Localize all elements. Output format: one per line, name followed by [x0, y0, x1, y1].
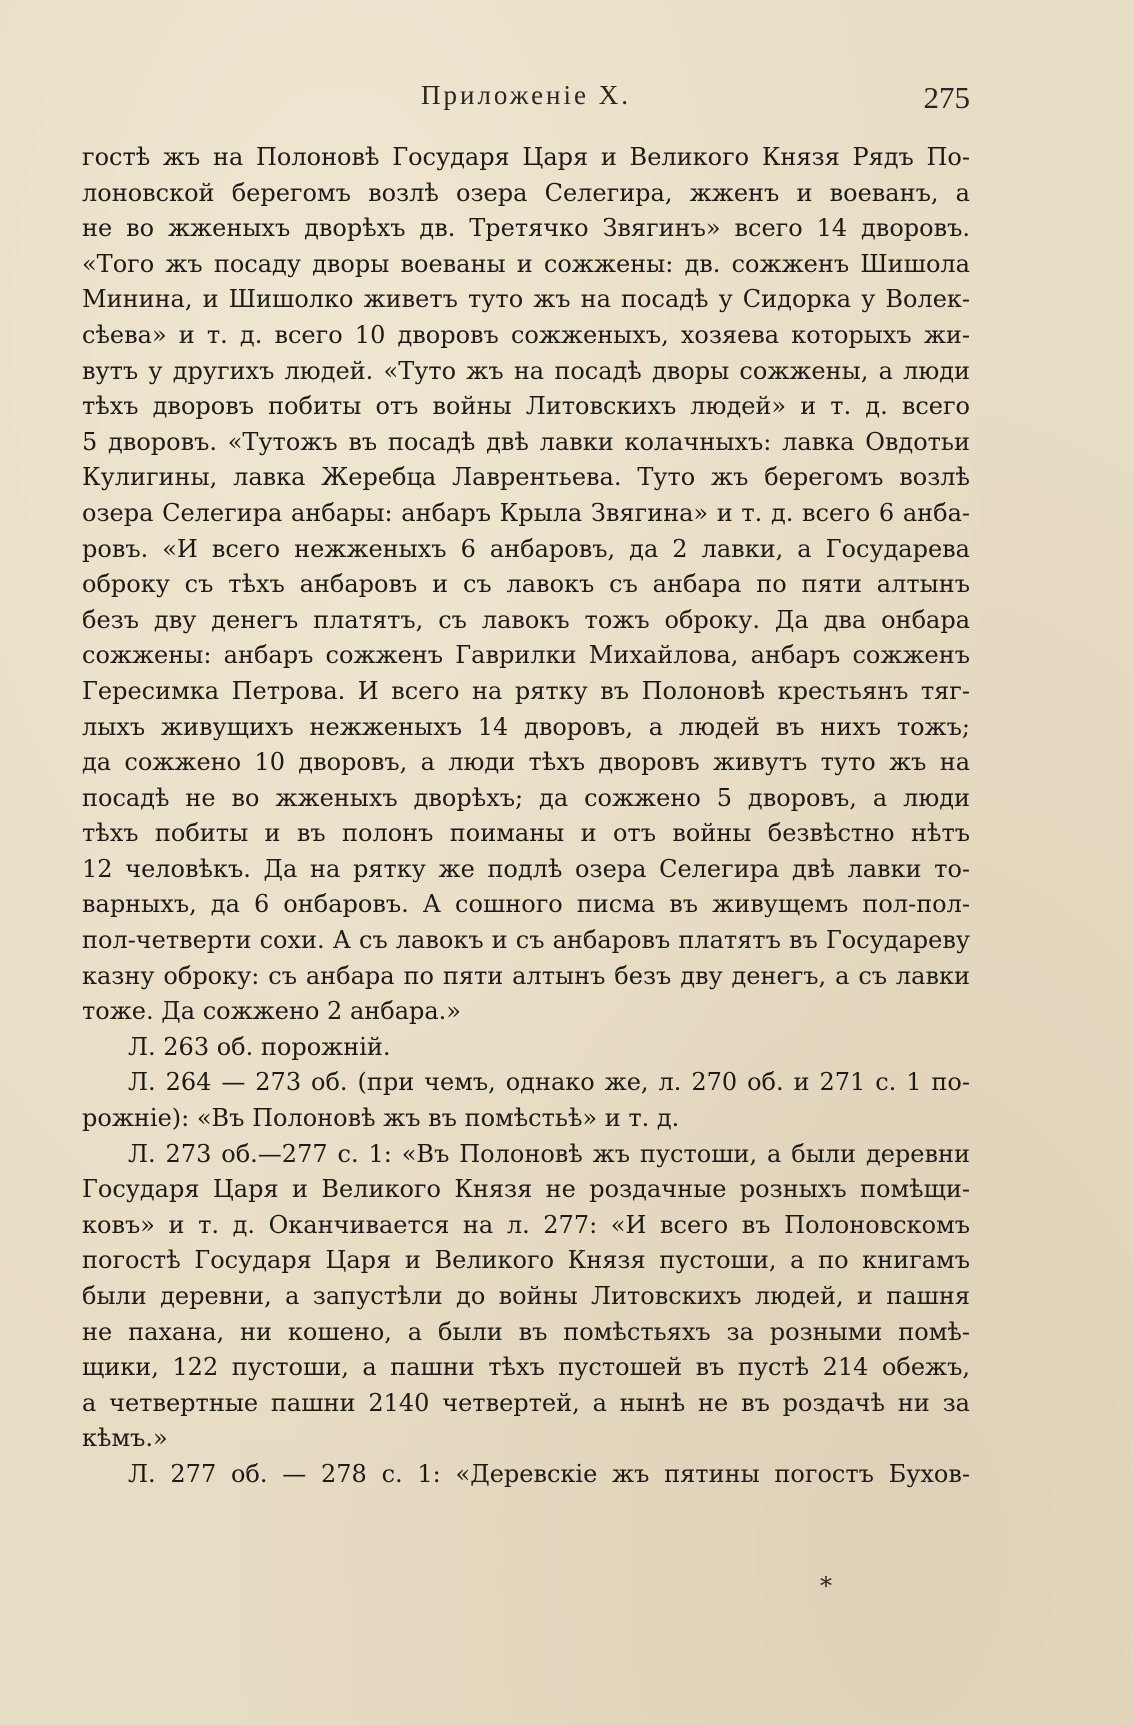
text-line: лоновской берегомъ возлѣ озера Селегира, жженъ и воеванъ, а	[82, 178, 970, 207]
text-line: Л. 277 об. — 278 с. 1: «Деревскіе жъ пятины погостъ Бухов-	[128, 1459, 970, 1488]
text-line: Л. 263 об. порожній.	[128, 1032, 391, 1061]
text-line: кѣмъ.»	[82, 1424, 168, 1453]
text-line: тѣхъ дворовъ побиты отъ войны Литовскихъ людей» и т. д. всего	[82, 392, 970, 421]
text-line: не во жженыхъ дворѣхъ дв. Третячко Звягинъ» всего 14 дворовъ.	[82, 214, 970, 243]
running-title: Приложеніе X.	[421, 80, 631, 110]
text-line: вутъ у другихъ людей. «Туто жъ на посадѣ дворы сожжены, а люди	[82, 356, 970, 385]
text-line: безъ дву денегъ платятъ, съ лавокъ тожъ оброку. Да два онбара	[82, 605, 970, 634]
text-line: Минина, и Шишолко живетъ туто жъ на посадѣ у Сидорка у Волек-	[82, 285, 970, 314]
text-line: 5 дворовъ. «Тутожъ въ посадѣ двѣ лавки колачныхъ: лавка Овдотьи	[82, 427, 970, 456]
text-line: ровъ. «И всего нежженыхъ 6 анбаровъ, да 2 лавки, а Государева	[82, 534, 970, 563]
text-line: варныхъ, да 6 онбаровъ. А сошного писма въ живущемъ пол-пол-	[82, 890, 970, 919]
text-line: лыхъ живущихъ нежженыхъ 14 дворовъ, а людей въ нихъ тожъ;	[82, 712, 970, 741]
text-line: рожніе): «Въ Полоновѣ жъ въ помѣстьѣ» и т. д.	[82, 1104, 680, 1133]
text-line: ковъ» и т. д. Оканчивается на л. 277: «И всего въ Полоновскомъ	[82, 1210, 970, 1239]
text-line: тоже. Да сожжено 2 анбара.»	[82, 997, 461, 1026]
text-line: были деревни, а запустѣли до войны Литовскихъ людей, и пашня	[82, 1282, 970, 1310]
text-line: Государя Царя и Великого Князя не роздачные розныхъ помѣщи-	[82, 1175, 970, 1204]
text-line: казну оброку: съ анбара по пяти алтынъ безъ дву денегъ, а съ лавки	[82, 961, 970, 990]
text-line: сѣева» и т. д. всего 10 дворовъ сожженыхъ, хозяева которыхъ жи-	[82, 320, 970, 349]
text-line: озера Селегира анбары: анбаръ Крыла Звягина» и т. д. всего 6 анба-	[82, 498, 970, 527]
page-header	[82, 80, 970, 120]
text-line: Л. 264 — 273 об. (при чемъ, однако же, л. 270 об. и 271 с. 1 по-	[128, 1068, 970, 1097]
signature-mark: *	[820, 1572, 832, 1600]
text-line: да сожжено 10 дворовъ, а люди тѣхъ дворовъ живутъ туто жъ на	[82, 748, 970, 777]
page-number: 275	[923, 80, 970, 115]
text-line: а четвертные пашни 2140 четвертей, а нынѣ не въ роздачѣ ни за	[82, 1388, 970, 1417]
text-line: щики, 122 пустоши, а пашни тѣхъ пустошей въ пустѣ 214 обежъ,	[82, 1353, 970, 1382]
text-line: не пахана, ни кошено, а были въ помѣстьяхъ за розными помѣ-	[82, 1317, 970, 1346]
text-line: Л. 273 об.—277 с. 1: «Въ Полоновѣ жъ пустоши, а были деревни	[128, 1139, 970, 1168]
text-line: посадѣ не во жженыхъ дворѣхъ; да сожжено 5 дворовъ, а люди	[82, 783, 970, 812]
body-text	[82, 140, 970, 1493]
text-line: погостѣ Государя Царя и Великого Князя пустоши, а по книгамъ	[82, 1246, 970, 1275]
text-line: 12 человѣкъ. Да на рятку же подлѣ озера Селегира двѣ лавки то-	[82, 854, 970, 883]
text-line: пол-четверти сохи. А съ лавокъ и съ анбаровъ платятъ въ Государеву	[82, 926, 970, 955]
text-line: гостѣ жъ на Полоновѣ Государя Царя и Великого Князя Рядъ По-	[82, 143, 970, 171]
text-line: оброку съ тѣхъ анбаровъ и съ лавокъ съ анбара по пяти алтынъ	[82, 570, 970, 599]
text-line: тѣхъ побиты и въ полонъ поиманы и отъ войны безвѣстно нѣтъ	[82, 819, 970, 848]
text-line: Кулигины, лавка Жеребца Лаврентьева. Туто жъ берегомъ возлѣ	[82, 463, 970, 492]
text-line: «Того жъ посаду дворы воеваны и сожжены: дв. сожженъ Шишола	[82, 249, 970, 278]
text-line: сожжены: анбаръ сожженъ Гаврилки Михайлова, анбаръ сожженъ	[82, 641, 970, 670]
text-line: Гересимка Петрова. И всего на рятку въ Полоновѣ крестьянъ тяг-	[82, 676, 970, 705]
